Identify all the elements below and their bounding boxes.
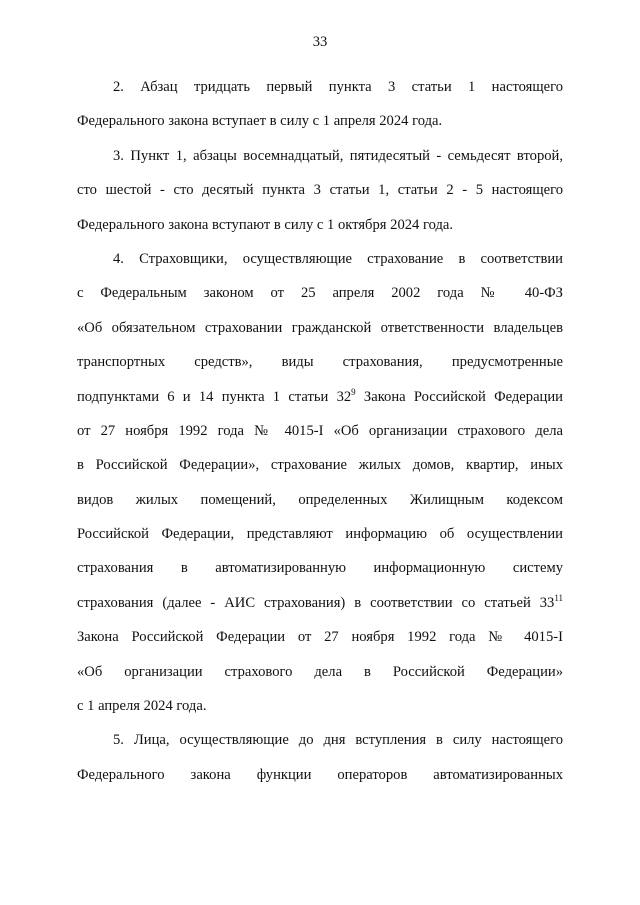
text-line: в Российской Федерации», страхование жилых домов, квартир, иных	[77, 457, 563, 474]
paragraph-5	[77, 723, 563, 792]
line-text: страхования (далее - АИС страхования) в соответствии со статьей 33	[77, 594, 555, 611]
text-line: Закона Российской Федерации от 27 ноября 1992 года № 4015-I	[77, 629, 563, 646]
line-text: Закона Российской Федерации	[355, 388, 563, 405]
text-line: с Федеральным законом от 25 апреля 2002 года № 40-ФЗ	[77, 285, 563, 302]
text-line: транспортных средств», виды страхования, предусмотренные	[77, 354, 563, 371]
text-line: от 27 ноября 1992 года № 4015-I «Об организации страхового дела	[77, 422, 563, 439]
text-line: Федерального закона функции операторов автоматизированных	[77, 766, 563, 783]
text-line: видов жилых помещений, определенных Жилищным кодексом	[77, 491, 563, 508]
text-line-with-superscript	[77, 586, 563, 620]
text-line: Российской Федерации, представляют информацию об осуществлении	[77, 526, 563, 543]
line-text: подпунктами 6 и 14 пункта 1 статьи 32	[77, 388, 352, 405]
text-line: сто шестой - сто десятый пункта 3 статьи 1, статьи 2 - 5 настоящего	[77, 182, 563, 199]
text-line: страхования в автоматизированную информационную систему	[77, 560, 563, 577]
superscript: 9	[351, 386, 356, 397]
text-line: Федерального закона вступает в силу с 1 апреля 2024 года.	[77, 113, 443, 130]
text-line: 4. Страховщики, осуществляющие страхование в соответствии	[113, 250, 563, 267]
text-line: 3. Пункт 1, абзацы восемнадцатый, пятидесятый - семьдесят второй,	[113, 147, 563, 164]
page-number: 33	[312, 34, 328, 50]
document-body	[77, 70, 563, 792]
text-line: 2. Абзац тридцать первый пункта 3 статьи 1 настоящего	[113, 79, 563, 95]
superscript: 11	[554, 593, 563, 603]
text-line: Федерального закона вступают в силу с 1 октября 2024 года.	[77, 216, 454, 233]
paragraph-4	[77, 242, 563, 723]
text-line: «Об обязательном страховании гражданской ответственности владельцев	[77, 319, 563, 336]
paragraph-3	[77, 139, 563, 242]
text-line: «Об организации страхового дела в Российской Федерации»	[77, 663, 563, 680]
text-line: 5. Лица, осуществляющие до дня вступления в силу настоящего	[113, 732, 563, 749]
text-line: с 1 апреля 2024 года.	[77, 698, 207, 715]
paragraph-2	[77, 70, 563, 139]
text-line-with-superscript	[77, 380, 563, 414]
